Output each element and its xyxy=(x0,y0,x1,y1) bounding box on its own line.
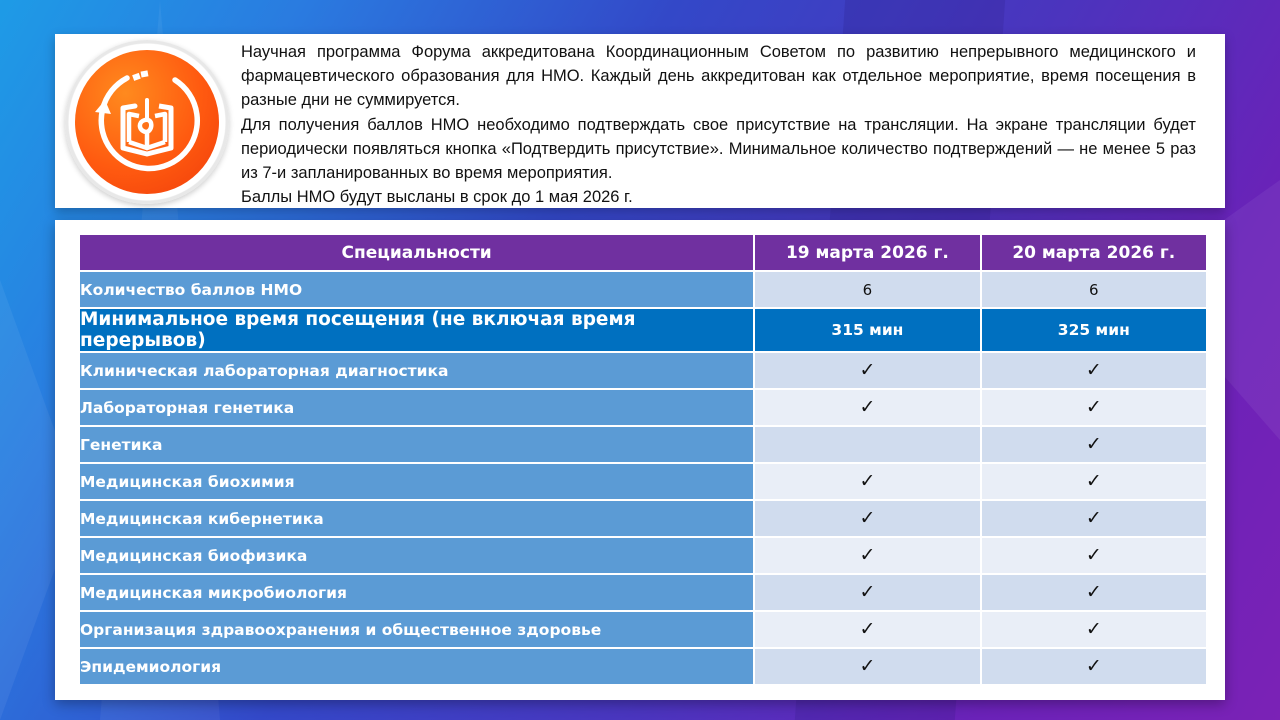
nmo-logo xyxy=(65,40,229,204)
check-icon: ✓ xyxy=(1085,359,1102,381)
check-icon: ✓ xyxy=(1085,470,1102,492)
specialty-day1-cell xyxy=(754,648,980,685)
specialty-day2-cell xyxy=(981,389,1207,426)
accreditation-info xyxy=(241,40,1196,209)
specialty-row xyxy=(79,537,1207,574)
specialty-day2-cell xyxy=(981,611,1207,648)
check-icon: ✓ xyxy=(1085,396,1102,418)
info-paragraph: Для получения баллов НМО необходимо подтверждать свое присутствие на трансляции. На экране трансляции будет периодически появляться кнопка «Подтвердить присутствие». Минимальное количество подтверждений — не менее 5 раз из 7-и запланированных во время мероприятия. xyxy=(241,115,1196,183)
specialty-day1-cell xyxy=(754,611,980,648)
specialty-day2-cell xyxy=(981,500,1207,537)
min-time-day1: 315 мин xyxy=(754,308,980,352)
specialty-day1-cell xyxy=(754,352,980,389)
check-icon: ✓ xyxy=(859,618,876,640)
specialty-name: Генетика xyxy=(79,426,754,463)
specialty-row xyxy=(79,611,1207,648)
points-label: Количество баллов НМО xyxy=(79,271,754,308)
points-row xyxy=(79,271,1207,308)
table-panel xyxy=(55,220,1225,700)
check-icon: ✓ xyxy=(859,507,876,529)
specialty-day1-cell xyxy=(754,537,980,574)
check-icon: ✓ xyxy=(859,655,876,677)
check-icon: ✓ xyxy=(859,544,876,566)
specialty-day1-cell xyxy=(754,389,980,426)
specialty-day2-cell xyxy=(981,463,1207,500)
info-paragraph: Научная программа Форума аккредитована Координационным Советом по развитию непрерывного медицинского и фармацевтического образования для НМО. Каждый день аккредитован как отдельное мероприятие, время посещения в разные дни не суммируется. xyxy=(241,43,1196,110)
check-icon: ✓ xyxy=(859,581,876,603)
check-icon: ✓ xyxy=(1085,581,1102,603)
specialty-day2-cell xyxy=(981,537,1207,574)
table-header-row xyxy=(79,234,1207,271)
check-icon: ✓ xyxy=(1085,655,1102,677)
specialty-name: Лабораторная генетика xyxy=(79,389,754,426)
header-specialties: Специальности xyxy=(79,234,754,271)
info-panel xyxy=(55,34,1225,208)
specialty-name: Медицинская биохимия xyxy=(79,463,754,500)
specialty-row xyxy=(79,389,1207,426)
check-icon: ✓ xyxy=(859,396,876,418)
check-icon: ✓ xyxy=(1085,544,1102,566)
specialty-day1-cell xyxy=(754,463,980,500)
points-day1: 6 xyxy=(754,271,980,308)
check-icon: ✓ xyxy=(1085,507,1102,529)
specialty-row xyxy=(79,500,1207,537)
check-icon: ✓ xyxy=(859,359,876,381)
header-day1: 19 марта 2026 г. xyxy=(754,234,980,271)
specialty-row xyxy=(79,463,1207,500)
specialty-day2-cell xyxy=(981,426,1207,463)
min-time-row xyxy=(79,308,1207,352)
specialty-day2-cell xyxy=(981,648,1207,685)
specialty-name: Медицинская биофизика xyxy=(79,537,754,574)
info-paragraph: Баллы НМО будут высланы в срок до 1 мая 2026 г. xyxy=(241,188,633,207)
specialty-day2-cell xyxy=(981,574,1207,611)
points-day2: 6 xyxy=(981,271,1207,308)
specialty-day1-cell xyxy=(754,574,980,611)
specialty-name: Медицинская микробиология xyxy=(79,574,754,611)
book-refresh-icon xyxy=(75,50,219,194)
specialty-name: Клиническая лабораторная диагностика xyxy=(79,352,754,389)
specialty-day2-cell xyxy=(981,352,1207,389)
specialty-day1-cell xyxy=(754,426,980,463)
specialties-table xyxy=(78,233,1208,686)
min-time-label: Минимальное время посещения (не включая время перерывов) xyxy=(79,308,754,352)
specialty-row xyxy=(79,648,1207,685)
specialty-row xyxy=(79,352,1207,389)
check-icon: ✓ xyxy=(1085,618,1102,640)
check-icon: ✓ xyxy=(859,470,876,492)
specialty-row xyxy=(79,574,1207,611)
header-day2: 20 марта 2026 г. xyxy=(981,234,1207,271)
min-time-day2: 325 мин xyxy=(981,308,1207,352)
specialty-name: Эпидемиология xyxy=(79,648,754,685)
specialty-name: Медицинская кибернетика xyxy=(79,500,754,537)
specialty-name: Организация здравоохранения и общественное здоровье xyxy=(79,611,754,648)
specialty-day1-cell xyxy=(754,500,980,537)
specialty-row xyxy=(79,426,1207,463)
check-icon: ✓ xyxy=(1085,433,1102,455)
